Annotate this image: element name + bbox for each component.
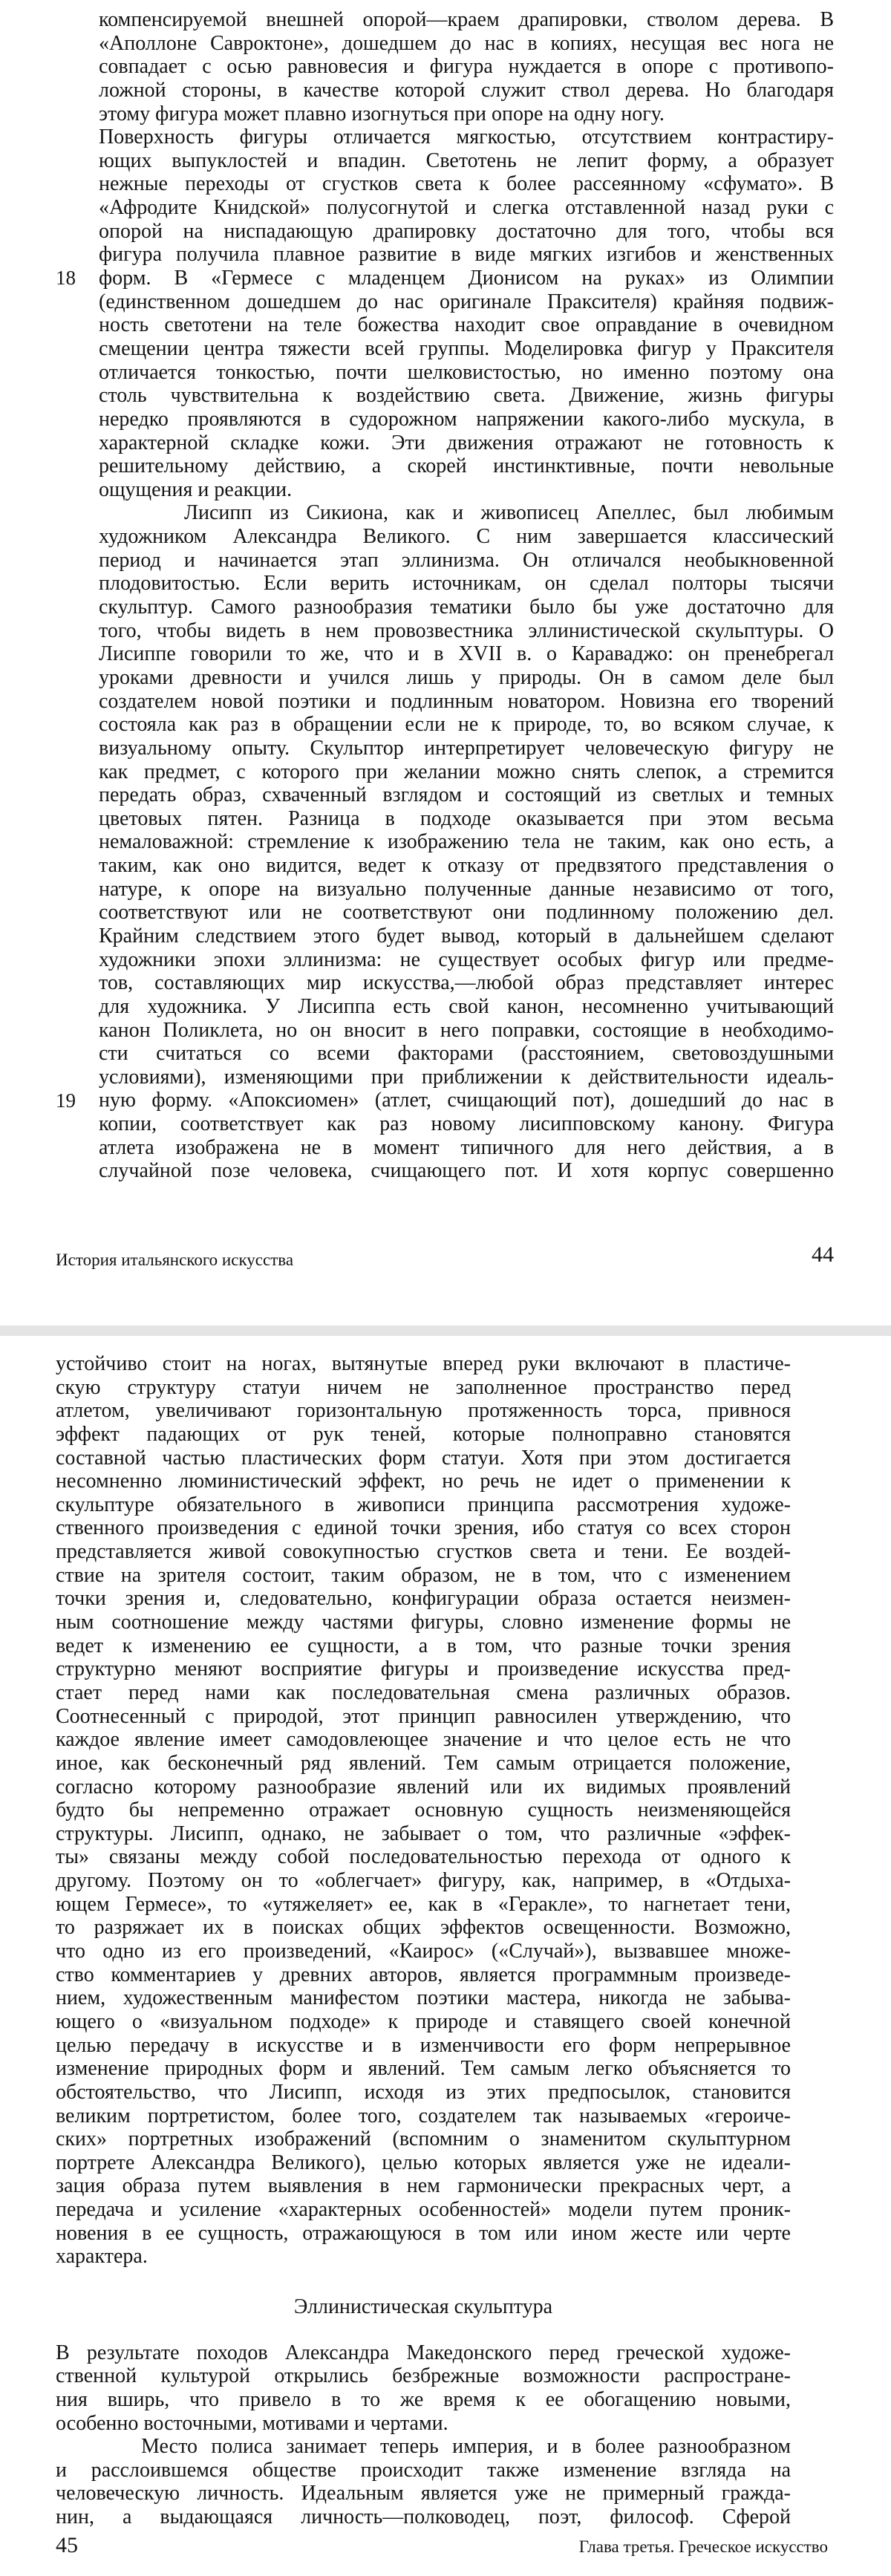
paragraph xyxy=(56,2435,791,2529)
text-line: будто бы непременно отражает основную сущность неизменяющейся xyxy=(56,1799,791,1822)
text-line: отличается тонкостью, почти шелковистостью, но именно поэтому она xyxy=(99,360,834,384)
text-line: ты» связаны между собой последовательностью перехода от одного к xyxy=(56,1845,791,1869)
text-line: составной частью пластических форм статуи. Хотя при этом достигается xyxy=(56,1446,791,1470)
text-line: ских» портретных изображений (вспомним о знаменитом скульптурном xyxy=(56,2127,791,2151)
text-line: опорой на ниспадающую драпировку достаточно для того, чтобы вся xyxy=(99,219,834,243)
text-line: нередко проявляются в судорожном напряжении какого-либо мускула, в xyxy=(99,407,834,431)
text-line: что одно из его произведений, «Каирос» («Случай»), вызвавшее множе- xyxy=(56,1940,791,1963)
text-line: условиями), изменяющими при приближении к действительности идеаль- xyxy=(99,1065,834,1089)
page-number: 45 xyxy=(56,2533,78,2557)
text-line: нежные переходы от сгустков света к более рассеянному «сфумато». В xyxy=(99,172,834,196)
text-line: для художника. У Лисиппа есть свой канон, несомненно учитывающий xyxy=(99,994,834,1018)
text-line: ную форму. «Апоксиомен» (атлет, счищающий пот), дошедший до нас в xyxy=(99,1089,834,1112)
text-line: атлета изображена не в момент типичного для него действия, а в xyxy=(99,1135,834,1159)
margin-note: 19 xyxy=(56,1089,76,1112)
text-line: случайной позе человека, счищающего пот. И хотя корпус совершенно xyxy=(99,1159,834,1183)
text-line: нин, а выдающаяся личность—полководец, поэт, философ. Сферой xyxy=(56,2505,791,2529)
text-line: и расслоившемся обществе происходит также изменение взгляда на xyxy=(56,2458,791,2482)
text-line: согласно которому разнообразие явлений или их видимых проявлений xyxy=(56,1775,791,1799)
running-head: Глава третья. Греческое искусство xyxy=(578,2537,828,2556)
text-line: Соотнесенный с природой, этот принцип равносилен утверждению, что xyxy=(56,1704,791,1728)
text-line: решительному действию, а скорей инстинктивные, почти невольные xyxy=(99,454,834,478)
section-heading: Эллинистическая скульптура xyxy=(293,2295,553,2318)
text-line: каждое явление имеет самодовлеющее значение и что целое есть не что xyxy=(56,1728,791,1752)
text-line: уроками древности и учился лишь у природы. Он в самом деле был xyxy=(99,665,834,689)
text-line: изменение природных форм и явлений. Тем самым легко объясняется то xyxy=(56,2057,791,2081)
text-line: обстоятельство, что Лисипп, исходя из этих предпосылок, становится xyxy=(56,2080,791,2104)
text-line: художники эпохи эллинизма: не существует особых фигур или предме- xyxy=(99,948,834,971)
text-line: (единственном дошедшем до нас оригинале Праксителя) крайняя подвиж- xyxy=(99,290,834,313)
text-line: скую структуру статуи ничем не заполненное пространство перед xyxy=(56,1375,791,1399)
text-line: передача и усиление «характерных особенностей» модели путем проник- xyxy=(56,2198,791,2222)
text-line: ство комментариев у древних авторов, является программным произведе- xyxy=(56,1963,791,1986)
text-line: другому. Поэтому он то «облегчает» фигуру, как, например, в «Отдыха- xyxy=(56,1869,791,1893)
text-line: человеческую личность. Идеальным является уже не примерный гражда- xyxy=(56,2482,791,2505)
paragraph xyxy=(56,2341,791,2436)
text-line: целью передачу в искусстве и в изменчивости его форм непрерывное xyxy=(56,2033,791,2057)
paragraph xyxy=(99,8,834,125)
text-line: форм. В «Гермесе с младенцем Дионисом на руках» из Олимпии xyxy=(99,267,834,290)
text-line: нием, художественным манифестом поэтики мастера, никогда не забыва- xyxy=(56,1986,791,2010)
text-line: зация образа путем выявления в нем гармонически прекрасных черт, а xyxy=(56,2174,791,2198)
text-line: состояла как раз в обращении если не к природе, то, во всяком случае, к xyxy=(99,713,834,737)
text-line: устойчиво стоит на ногах, вытянутые вперед руки включают в пластиче- xyxy=(56,1352,791,1375)
text-line: новения в ее сущность, отражающуюся в том или ином жесте или черте xyxy=(56,2221,791,2245)
text-line: ствие на зрителя состоит, таким образом, не в том, что с изменением xyxy=(56,1563,791,1587)
text-line: стает перед нами как последовательная смена различных образов. xyxy=(56,1680,791,1704)
text-line: портрете Александра Великого), целью которых является уже не идеали- xyxy=(56,2151,791,2174)
text-line: скульптуре обязательного в живописи принципа рассмотрения художе- xyxy=(56,1493,791,1516)
text-line: сти считаться со всеми факторами (расстоянием, световоздушными xyxy=(99,1042,834,1066)
text-column xyxy=(99,8,834,1183)
text-line: точки зрения и, следовательно, конфигурации образа остается неизмен- xyxy=(56,1587,791,1611)
text-line: этому фигура может плавно изогнуться при опоре на одну ногу. xyxy=(99,102,665,125)
text-line: соответствуют или не соответствуют они подлинному положению дел. xyxy=(99,901,834,925)
text-line: столь чувствительна к воздействию света. Движение, жизнь фигуры xyxy=(99,384,834,408)
text-line: Лисипп из Сикиона, как и живописец Апеллес, был любимым xyxy=(184,501,834,525)
text-line: как предмет, с которого при желании можно снять слепок, а стремится xyxy=(99,760,834,783)
text-line: ведет к изменению ее сущности, а в том, что разные точки зрения xyxy=(56,1634,791,1657)
text-line: совпадает с осью равновесия и фигура нуждается в опоре с противопо- xyxy=(99,55,834,79)
text-line: характерной складке кожи. Эти движения отражают не готовность к xyxy=(99,431,834,454)
text-line: «Аполлоне Савроктоне», дошедшем до нас в копиях, несущая вес нога не xyxy=(99,31,834,55)
paragraph xyxy=(99,501,834,1183)
text-line: представляется живой совокупностью сгустков света и тени. Ее воздей- xyxy=(56,1540,791,1564)
text-line: ственного произведения с единой точки зрения, ибо статуя со всех сторон xyxy=(56,1516,791,1540)
text-line: эффект падающих от рук теней, которые полноправно становятся xyxy=(56,1422,791,1446)
text-line: передать образ, схваченный взглядом и состоящий из светлых и темных xyxy=(99,783,834,807)
text-line: ность светотени на теле божества находит свое оправдание в очевидном xyxy=(99,313,834,337)
text-line: ложной стороны, в качестве которой служит ствол дерева. Но благодаря xyxy=(99,78,834,102)
text-line: создателем новой поэтики и подлинным новатором. Новизна его творений xyxy=(99,689,834,713)
text-line: ющем Гермесе», то «утяжеляет» ее, как в «Геракле», то нагнетает тени, xyxy=(56,1892,791,1916)
text-line: тов, составляющих мир искусства,—любой образ представляет интерес xyxy=(99,971,834,995)
page-divider xyxy=(0,1326,891,1336)
text-line: плодовитостью. Если верить источникам, он сделал полторы тысячи xyxy=(99,572,834,596)
text-line: художником Александра Великого. С ним завершается классический xyxy=(99,525,834,549)
text-line: атлетом, увеличивают горизонтальную протяженность торса, привнося xyxy=(56,1399,791,1423)
page-number: 44 xyxy=(812,1242,834,1267)
text-column xyxy=(56,1352,791,2529)
text-line: структуры. Лисипп, однако, не забывает о том, что различные «эффек- xyxy=(56,1822,791,1845)
text-line: несомненно люминистический эффект, но речь не идет о применении к xyxy=(56,1470,791,1493)
text-line: период и начинается этап эллинизма. Он отличался необыкновенной xyxy=(99,548,834,572)
text-line: Лисиппе говорили то же, что и в XVII в. о Караваджо: он пренебрегал xyxy=(99,642,834,666)
paragraph xyxy=(56,1352,791,2269)
text-line: иное, как бесконечный ряд явлений. Тем самым отрицается положение, xyxy=(56,1751,791,1775)
text-line: ственной культурой открылись безбрежные возможности распростране- xyxy=(56,2364,791,2388)
text-line: таким, как оно видится, ведет к отказу от предвзятого представления о xyxy=(99,854,834,878)
text-line: характера. xyxy=(56,2245,148,2269)
text-line: то разряжает их в поисках общих эффектов освещенности. Возможно, xyxy=(56,1916,791,1940)
text-line: особенно восточными, мотивами и чертами. xyxy=(56,2411,448,2435)
running-head: История итальянского искусства xyxy=(56,1250,294,1269)
paragraph xyxy=(99,125,834,501)
text-line: ющих выпуклостей и впадин. Светотень не лепит форму, а образует xyxy=(99,149,834,172)
text-line: цветовых пятен. Разница в подходе оказывается при этом весьма xyxy=(99,806,834,830)
text-line: компенсируемой внешней опорой—краем драпировки, стволом дерева. В xyxy=(99,8,834,31)
text-line: Место полиса занимает теперь империя, и в более разнообразном xyxy=(141,2435,791,2459)
text-line: структурно меняют восприятие фигуры и произведение искусства пред- xyxy=(56,1657,791,1681)
book-page xyxy=(0,1336,891,2576)
text-line: Поверхность фигуры отличается мягкостью, отсутствием контрастиру- xyxy=(99,125,834,149)
text-line: визуальному опыту. Скульптор интерпретирует человеческую фигуру не xyxy=(99,736,834,760)
text-line: смещении центра тяжести всей группы. Моделировка фигур у Праксителя xyxy=(99,336,834,360)
text-line: великим портретистом, более того, создателем так называемых «героиче- xyxy=(56,2104,791,2127)
text-line: немаловажной: стремление к изображению тела не таким, как оно есть, а xyxy=(99,830,834,854)
text-line: канон Поликлета, но он вносит в него поправки, состоящие в необходимо- xyxy=(99,1018,834,1042)
text-line: В результате походов Александра Македонского перед греческой художе- xyxy=(56,2341,791,2364)
margin-note: 18 xyxy=(56,267,76,289)
text-line: копии, соответствует как раз новому лисипповскому канону. Фигура xyxy=(99,1112,834,1136)
text-line: натуре, к опоре на визуально полученные данные независимо от того, xyxy=(99,877,834,901)
text-line: Крайним следствием этого будет вывод, который в дальнейшем сделают xyxy=(99,924,834,948)
text-line: того, чтобы видеть в нем провозвестника эллинистической скульптуры. О xyxy=(99,619,834,642)
text-line: «Афродите Книдской» полусогнутой и слегка отставленной назад руки с xyxy=(99,196,834,220)
text-line: фигура получила плавное развитие в виде мягких изгибов и женственных xyxy=(99,243,834,267)
text-line: ющего о «визуальном подходе» к природе и ставящего своей конечной xyxy=(56,2009,791,2033)
text-line: скульптур. Самого разнообразия тематики было бы уже достаточно для xyxy=(99,596,834,619)
text-line: ным соотношение между частями фигуры, словно изменение формы не xyxy=(56,1611,791,1634)
text-line: ощущения и реакции. xyxy=(99,477,293,501)
text-line: ния вширь, что привело в то же время к ее обогащению новыми, xyxy=(56,2387,791,2411)
